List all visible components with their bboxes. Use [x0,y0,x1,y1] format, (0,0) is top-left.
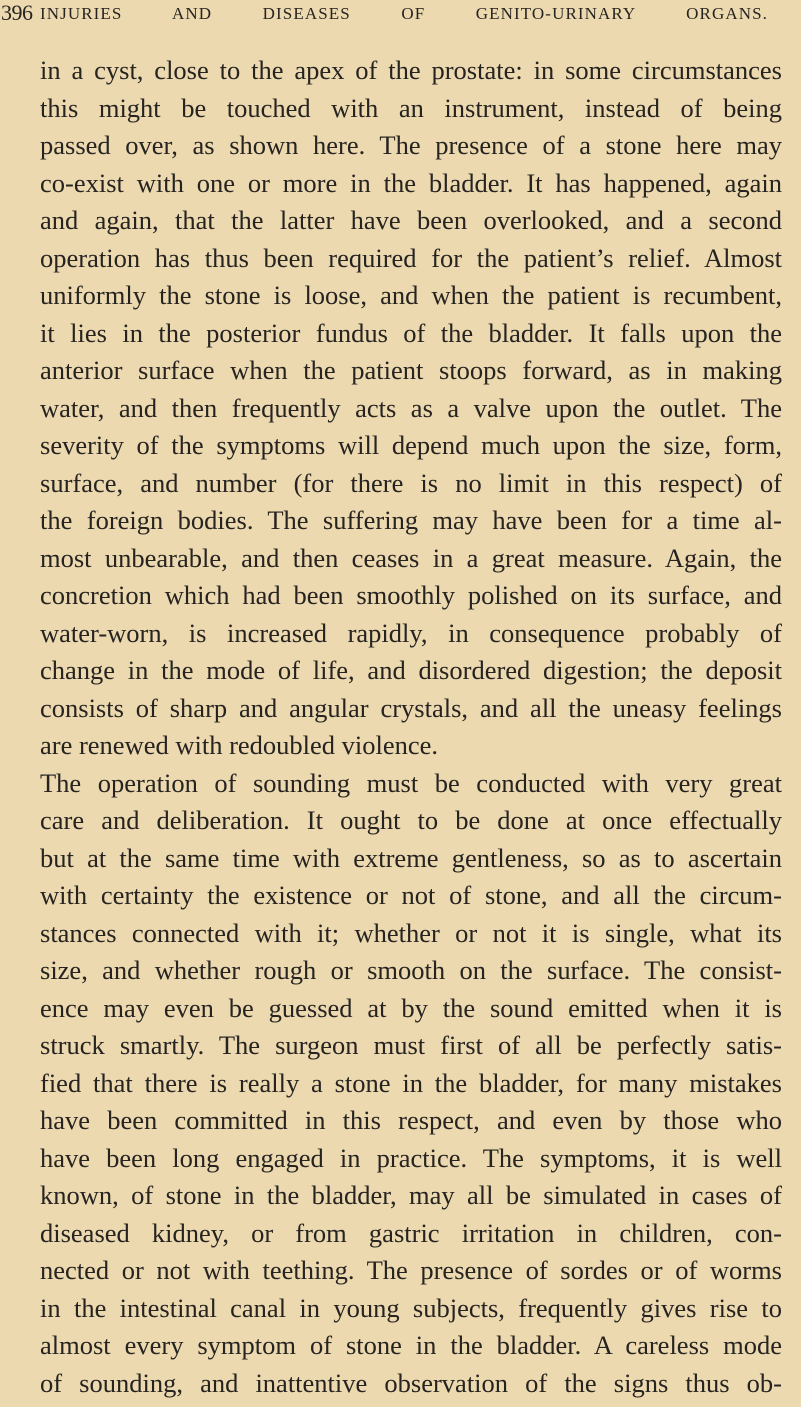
text-line: ence may even be guessed at by the sound emitted when it is [40,992,782,1023]
text-line: operation has thus been required for the patient’s relief. Almost [40,242,782,273]
text-line: are renewed with redoubled violence. [40,730,439,760]
text-line: size, and whether rough or smooth on the surface. The consist- [40,955,782,985]
body-text [40,52,782,1402]
page-number: 396 [1,0,33,25]
text-line: this might be touched with an instrument, instead of being [40,92,782,123]
text-line: uniformly the stone is loose, and when the patient is recumbent, [40,280,782,310]
text-line: water, and then frequently acts as a valve upon the outlet. The [40,392,782,423]
text-line: nected or not with teething. The presence of sordes or of worms [40,1255,782,1285]
text-line: care and deliberation. It ought to be done at once effectually [40,805,782,835]
text-line: but at the same time with extreme gentleness, so as to ascertain [40,842,782,873]
text-line: concretion which had been smoothly polished on its surface, and [40,580,782,610]
text-line: The operation of sounding must be conducted with very great [40,767,782,798]
text-line: most unbearable, and then ceases in a great measure. Again, the [40,542,782,573]
text-line: known, of stone in the bladder, may all be simulated in cases of [40,1180,782,1210]
text-line: have been committed in this respect, and even by those who [40,1105,782,1135]
text-line: severity of the symptoms will depend much upon the size, form, [40,430,782,460]
text-line: co-exist with one or more in the bladder. It has happened, again [40,167,782,198]
text-line: it lies in the posterior fundus of the bladder. It falls upon the [40,317,782,348]
text-line: fied that there is really a stone in the bladder, for many mistakes [40,1067,782,1098]
text-line: and again, that the latter have been overlooked, and a second [40,205,782,235]
text-line: stances connected with it; whether or not it is single, what its [40,917,782,948]
text-line: of sounding, and inattentive observation of the signs thus ob- [40,1367,782,1398]
text-line: have been long engaged in practice. The symptoms, it is well [40,1142,782,1173]
text-line: water-worn, is increased rapidly, in consequence probably of [40,617,782,648]
text-line: surface, and number (for there is no limit in this respect) of [40,467,782,498]
running-header [0,0,801,26]
text-line: the foreign bodies. The suffering may have been for a time al- [40,505,782,535]
text-line: in the intestinal canal in young subjects, frequently gives rise to [40,1292,782,1323]
text-line: diseased kidney, or from gastric irritation in children, con- [40,1217,782,1248]
text-line: in a cyst, close to the apex of the prostate: in some circumstances [40,55,782,85]
running-title: INJURIES AND DISEASES OF GENITO-URINARY ORGANS. [40,4,768,23]
text-line: anterior surface when the patient stoops forward, as in making [40,355,782,385]
text-line: almost every symptom of stone in the bladder. A careless mode [40,1330,782,1360]
text-line: change in the mode of life, and disordered digestion; the deposit [40,655,782,685]
text-line: passed over, as shown here. The presence of a stone here may [40,130,782,160]
text-line: struck smartly. The surgeon must first of all be perfectly satis- [40,1030,782,1060]
text-line: with certainty the existence or not of stone, and all the circum- [40,880,782,910]
text-line: consists of sharp and angular crystals, and all the uneasy feelings [40,692,782,723]
